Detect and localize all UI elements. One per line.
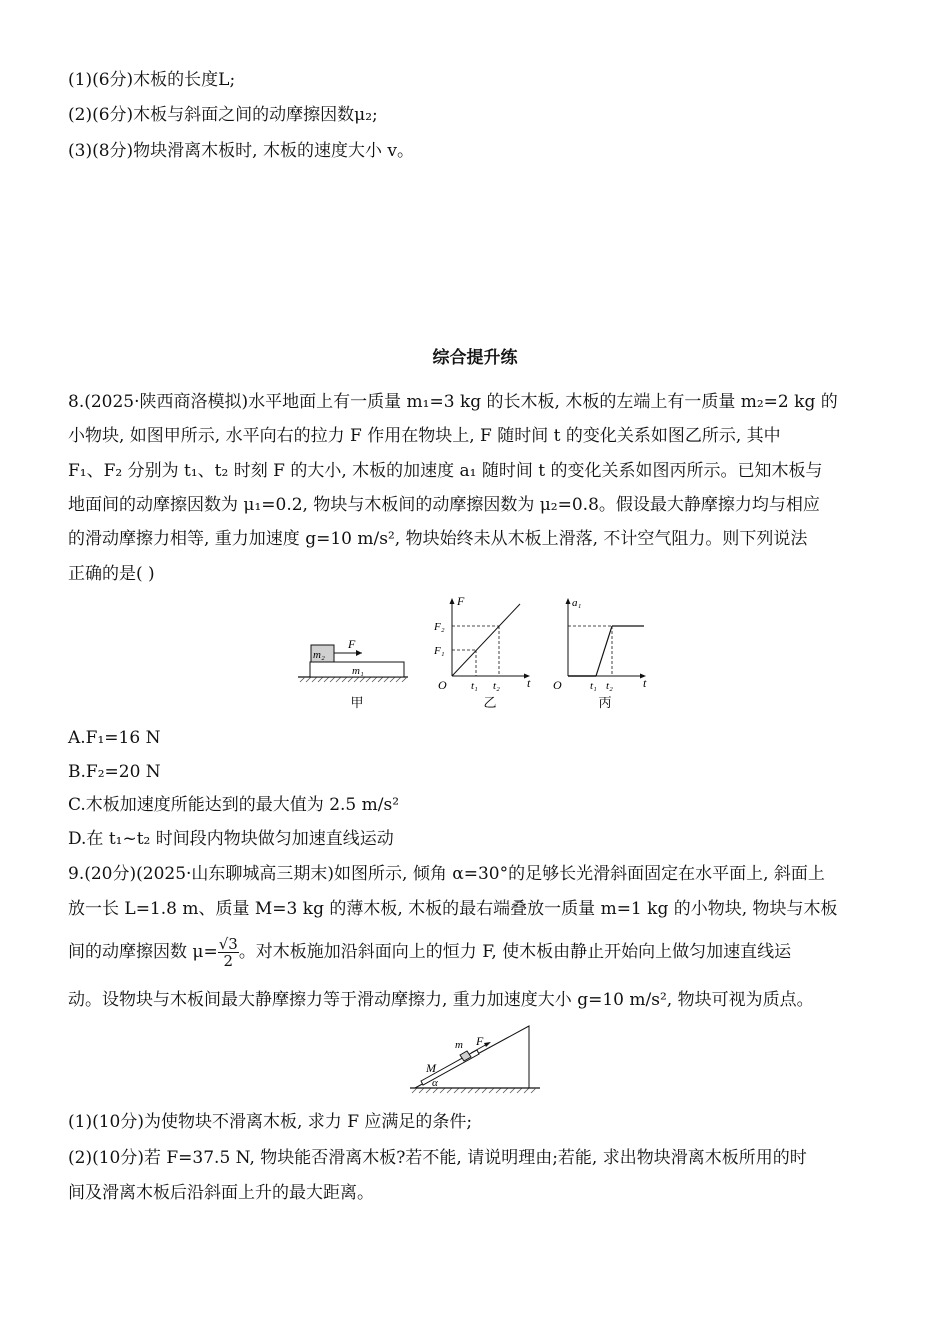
question-part-1: (1)(6分)木板的长度L; (68, 70, 236, 90)
q8-line: 正确的是( ) (68, 564, 155, 584)
option-d: D.在 t₁~t₂ 时间段内物块做匀加速直线运动 (68, 829, 394, 849)
q9-line: 动。设物块与木板间最大静摩擦力等于滑动摩擦力, 重力加速度大小 g=10 m/s², 物块可视为质点。 (68, 990, 814, 1010)
question-part-3: (3)(8分)物块滑离木板时, 木板的速度大小 v。 (68, 141, 414, 161)
q9-line3-post: 。对木板施加沿斜面向上的恒力 F, 使木板由静止开始向上做匀加速直线运 (238, 942, 792, 962)
q9-sub2-line2: 间及滑离木板后沿斜面上升的最大距离。 (68, 1183, 374, 1203)
fig-jia (298, 637, 408, 710)
q8-figure (290, 590, 660, 715)
label-alpha: α (432, 1077, 438, 1089)
fig-bing (553, 597, 647, 710)
fraction (218, 936, 239, 969)
fraction-numerator: √3 (218, 935, 238, 953)
label-F2: F₂ (434, 621, 445, 633)
yi-y-label: F (457, 594, 465, 608)
option-a: A.F₁=16 N (68, 728, 161, 748)
q9-sub2-line1: (2)(10分)若 F=37.5 N, 物块能否滑离木板?若不能, 请说明理由;若能, 求出物块滑离木板所用的时 (68, 1148, 807, 1168)
q9-line: 放一长 L=1.8 m、质量 M=3 kg 的薄木板, 木板的最右端叠放一质量 m=1 kg 的小物块, 物块与木板 (68, 899, 838, 919)
label-t: t (643, 676, 647, 690)
label-m2: m₂ (313, 649, 325, 661)
q9-incline-figure (405, 1022, 545, 1102)
q9-line: 9.(20分)(2025·山东聊城高三期末)如图所示, 倾角 α=30°的足够长光滑斜面固定在水平面上, 斜面上 (68, 864, 825, 884)
label-t1: t₁ (590, 680, 597, 692)
label-t2: t₂ (493, 680, 500, 692)
label-O: O (438, 678, 447, 692)
q8-line: 小物块, 如图甲所示, 水平向右的拉力 F 作用在物块上, F 随时间 t 的变化关系如图乙所示, 其中 (68, 426, 781, 446)
label-F: F (348, 637, 356, 651)
label-t2: t₂ (606, 680, 613, 692)
bing-caption: 丙 (598, 695, 612, 710)
option-b: B.F₂=20 N (68, 762, 161, 782)
section-title: 综合提升练 (432, 348, 518, 368)
q9-line3-pre: 间的动摩擦因数 μ= (68, 942, 218, 962)
bing-y-label: a₁ (572, 597, 582, 609)
label-O: O (553, 678, 562, 692)
q8-line: 8.(2025·陕西商洛模拟)水平地面上有一质量 m₁=3 kg 的长木板, 木板的左端上有一质量 m₂=2 kg 的 (68, 392, 838, 412)
label-t1: t₁ (471, 680, 478, 692)
fraction-denominator: 2 (223, 952, 234, 970)
q9-sub1: (1)(10分)为使物块不滑离木板, 求力 F 应满足的条件; (68, 1112, 473, 1132)
q8-line: F₁、F₂ 分别为 t₁、t₂ 时刻 F 的大小, 木板的加速度 a₁ 随时间 t 的变化关系如图丙所示。已知木板与 (68, 461, 823, 481)
q9-line-with-fraction (68, 932, 791, 972)
q8-line: 的滑动摩擦力相等, 重力加速度 g=10 m/s², 物块始终未从木板上滑落, 不计空气阻力。则下列说法 (68, 529, 808, 549)
q8-line: 地面间的动摩擦因数为 μ₁=0.2, 物块与木板间的动摩擦因数为 μ₂=0.8。假设最大静摩擦力均与相应 (68, 495, 820, 515)
label-t: t (527, 676, 531, 690)
option-c: C.木板加速度所能达到的最大值为 2.5 m/s² (68, 795, 400, 815)
label-m: m (455, 1039, 463, 1051)
label-F1: F₁ (434, 645, 445, 657)
yi-caption: 乙 (483, 695, 497, 710)
label-F: F (476, 1034, 484, 1048)
label-m1: m₁ (352, 665, 364, 677)
jia-caption: 甲 (350, 695, 364, 710)
fig-yi (433, 594, 531, 710)
question-part-2: (2)(6分)木板与斜面之间的动摩擦因数μ₂; (68, 105, 378, 125)
label-M: M (426, 1061, 436, 1075)
